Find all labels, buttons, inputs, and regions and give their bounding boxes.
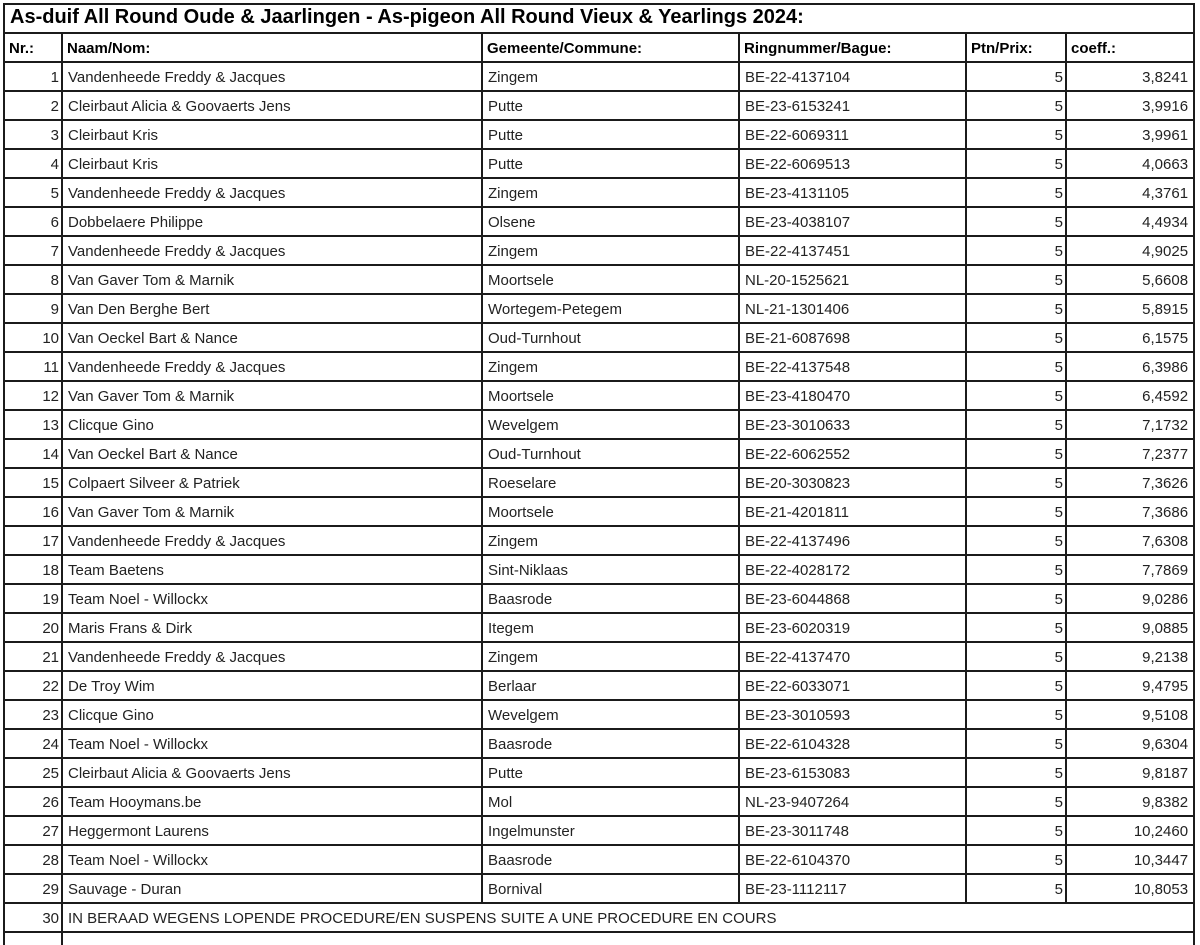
cell-nr: 23 (4, 700, 62, 729)
results-table-body (4, 62, 1194, 903)
cell-ring: BE-23-3010633 (739, 410, 966, 439)
cell-nr-empty (4, 932, 62, 945)
cell-ring: BE-23-6153241 (739, 91, 966, 120)
cell-ring: BE-23-3011748 (739, 816, 966, 845)
cell-points: 5 (966, 729, 1066, 758)
cell-commune: Putte (482, 149, 739, 178)
table-row (4, 178, 1194, 207)
results-table (3, 3, 1195, 945)
cell-nr: 4 (4, 149, 62, 178)
table-row (4, 555, 1194, 584)
table-row (4, 207, 1194, 236)
cell-commune: Oud-Turnhout (482, 323, 739, 352)
cell-commune: Baasrode (482, 584, 739, 613)
cell-coeff: 9,4795 (1066, 671, 1194, 700)
cell-nr: 18 (4, 555, 62, 584)
header-row (4, 33, 1194, 62)
cell-points: 5 (966, 816, 1066, 845)
cell-commune: Wevelgem (482, 410, 739, 439)
title-and-header (4, 4, 1194, 62)
cell-ring: BE-22-4137451 (739, 236, 966, 265)
cell-name: Vandenheede Freddy & Jacques (62, 526, 482, 555)
cell-points: 5 (966, 642, 1066, 671)
cell-commune: Zingem (482, 352, 739, 381)
cell-name: Vandenheede Freddy & Jacques (62, 178, 482, 207)
cell-name: Vandenheede Freddy & Jacques (62, 642, 482, 671)
cell-name: De Troy Wim (62, 671, 482, 700)
cell-name: Van Gaver Tom & Marnik (62, 265, 482, 294)
cell-coeff: 9,8382 (1066, 787, 1194, 816)
table-row (4, 700, 1194, 729)
cell-name: Vandenheede Freddy & Jacques (62, 236, 482, 265)
cell-nr: 1 (4, 62, 62, 91)
cell-commune: Berlaar (482, 671, 739, 700)
column-header-points: Ptn/Prix: (966, 33, 1066, 62)
cell-points: 5 (966, 584, 1066, 613)
notice-row (4, 903, 1194, 932)
cell-name: Sauvage - Duran (62, 874, 482, 903)
cell-nr: 21 (4, 642, 62, 671)
cell-points: 5 (966, 526, 1066, 555)
cell-commune: Moortsele (482, 381, 739, 410)
table-row (4, 874, 1194, 903)
cell-points: 5 (966, 91, 1066, 120)
cell-nr: 25 (4, 758, 62, 787)
cell-coeff: 9,0885 (1066, 613, 1194, 642)
cell-points: 5 (966, 178, 1066, 207)
cell-points: 5 (966, 845, 1066, 874)
cell-ring: BE-21-4201811 (739, 497, 966, 526)
cell-ring: BE-22-6104328 (739, 729, 966, 758)
table-row (4, 91, 1194, 120)
cell-commune: Baasrode (482, 729, 739, 758)
cell-name: Cleirbaut Kris (62, 149, 482, 178)
table-row (4, 265, 1194, 294)
cell-name: Colpaert Silveer & Patriek (62, 468, 482, 497)
cell-points: 5 (966, 439, 1066, 468)
cell-nr: 8 (4, 265, 62, 294)
column-header-ring: Ringnummer/Bague: (739, 33, 966, 62)
cell-points: 5 (966, 294, 1066, 323)
cell-points: 5 (966, 323, 1066, 352)
cell-coeff: 6,3986 (1066, 352, 1194, 381)
cell-ring: BE-21-6087698 (739, 323, 966, 352)
cell-coeff: 9,2138 (1066, 642, 1194, 671)
cell-commune: Wevelgem (482, 700, 739, 729)
table-row (4, 613, 1194, 642)
cell-coeff: 5,8915 (1066, 294, 1194, 323)
table-row (4, 497, 1194, 526)
cell-coeff: 9,0286 (1066, 584, 1194, 613)
cell-commune: Itegem (482, 613, 739, 642)
cell-nr: 27 (4, 816, 62, 845)
cell-name: Team Baetens (62, 555, 482, 584)
cell-commune: Oud-Turnhout (482, 439, 739, 468)
cell-points: 5 (966, 207, 1066, 236)
cell-coeff: 10,3447 (1066, 845, 1194, 874)
title-row (4, 4, 1194, 33)
cell-name: Team Noel - Willockx (62, 845, 482, 874)
notice-text: IN BERAAD WEGENS LOPENDE PROCEDURE/EN SUSPENS SUITE A UNE PROCEDURE EN COURS (62, 903, 1194, 932)
cell-coeff: 9,8187 (1066, 758, 1194, 787)
table-row (4, 410, 1194, 439)
cell-ring: BE-22-6069311 (739, 120, 966, 149)
cell-points: 5 (966, 381, 1066, 410)
cell-ring: NL-21-1301406 (739, 294, 966, 323)
cell-ring: NL-23-9407264 (739, 787, 966, 816)
cell-name: Team Noel - Willockx (62, 729, 482, 758)
cell-name: Clicque Gino (62, 410, 482, 439)
cell-nr: 2 (4, 91, 62, 120)
cell-name: Maris Frans & Dirk (62, 613, 482, 642)
cell-nr: 3 (4, 120, 62, 149)
cell-points: 5 (966, 613, 1066, 642)
cell-nr: 19 (4, 584, 62, 613)
cell-points: 5 (966, 236, 1066, 265)
cell-ring: BE-22-6069513 (739, 149, 966, 178)
cell-nr: 26 (4, 787, 62, 816)
cell-points: 5 (966, 352, 1066, 381)
cell-nr: 5 (4, 178, 62, 207)
cell-ring: BE-22-4137470 (739, 642, 966, 671)
table-row (4, 671, 1194, 700)
cell-nr: 17 (4, 526, 62, 555)
page-title: As-duif All Round Oude & Jaarlingen - As-pigeon All Round Vieux & Yearlings 2024: (4, 4, 1194, 33)
cell-coeff: 9,5108 (1066, 700, 1194, 729)
cell-nr: 30 (4, 903, 62, 932)
cell-ring: BE-23-6153083 (739, 758, 966, 787)
cell-name: Cleirbaut Kris (62, 120, 482, 149)
cell-ring: BE-22-6104370 (739, 845, 966, 874)
cell-points: 5 (966, 874, 1066, 903)
cell-commune: Moortsele (482, 497, 739, 526)
cell-name: Van Oeckel Bart & Nance (62, 439, 482, 468)
cell-points: 5 (966, 120, 1066, 149)
cell-coeff: 10,8053 (1066, 874, 1194, 903)
cell-commune: Zingem (482, 236, 739, 265)
table-row (4, 149, 1194, 178)
cell-nr: 6 (4, 207, 62, 236)
cell-ring: BE-23-6020319 (739, 613, 966, 642)
table-row (4, 584, 1194, 613)
cell-ring: NL-20-1525621 (739, 265, 966, 294)
cell-ring: BE-22-4137496 (739, 526, 966, 555)
cell-commune: Putte (482, 758, 739, 787)
cell-nr: 9 (4, 294, 62, 323)
cell-name: Van Gaver Tom & Marnik (62, 497, 482, 526)
cell-coeff: 6,4592 (1066, 381, 1194, 410)
cell-coeff: 7,1732 (1066, 410, 1194, 439)
cell-points: 5 (966, 497, 1066, 526)
table-row (4, 352, 1194, 381)
cell-points: 5 (966, 265, 1066, 294)
cell-name: Cleirbaut Alicia & Goovaerts Jens (62, 91, 482, 120)
column-header-nr: Nr.: (4, 33, 62, 62)
table-row (4, 236, 1194, 265)
cell-commune: Wortegem-Petegem (482, 294, 739, 323)
cell-coeff: 7,2377 (1066, 439, 1194, 468)
cell-name: Van Den Berghe Bert (62, 294, 482, 323)
cell-coeff: 4,0663 (1066, 149, 1194, 178)
table-row (4, 787, 1194, 816)
cell-commune: Moortsele (482, 265, 739, 294)
cell-commune: Zingem (482, 178, 739, 207)
cell-nr: 29 (4, 874, 62, 903)
cell-commune: Bornival (482, 874, 739, 903)
cell-coeff: 3,9916 (1066, 91, 1194, 120)
cell-points: 5 (966, 671, 1066, 700)
cell-nr: 12 (4, 381, 62, 410)
cell-name: Van Gaver Tom & Marnik (62, 381, 482, 410)
cell-commune: Ingelmunster (482, 816, 739, 845)
table-row (4, 62, 1194, 91)
table-row (4, 642, 1194, 671)
table-row (4, 381, 1194, 410)
cell-nr: 22 (4, 671, 62, 700)
cell-ring: BE-20-3030823 (739, 468, 966, 497)
cell-commune: Zingem (482, 642, 739, 671)
table-row (4, 845, 1194, 874)
cell-coeff: 7,7869 (1066, 555, 1194, 584)
cell-coeff: 3,8241 (1066, 62, 1194, 91)
cell-ring: BE-22-4137548 (739, 352, 966, 381)
column-header-name: Naam/Nom: (62, 33, 482, 62)
cell-name: Team Noel - Willockx (62, 584, 482, 613)
cell-ring: BE-23-6044868 (739, 584, 966, 613)
cell-ring: BE-22-6033071 (739, 671, 966, 700)
cell-ring: BE-22-4137104 (739, 62, 966, 91)
cell-nr: 14 (4, 439, 62, 468)
cell-name: Van Oeckel Bart & Nance (62, 323, 482, 352)
cell-coeff: 10,2460 (1066, 816, 1194, 845)
cell-name: Team Hooymans.be (62, 787, 482, 816)
table-row (4, 439, 1194, 468)
cell-coeff: 6,1575 (1066, 323, 1194, 352)
cell-nr: 11 (4, 352, 62, 381)
cell-coeff: 7,6308 (1066, 526, 1194, 555)
cell-coeff: 5,6608 (1066, 265, 1194, 294)
table-row (4, 120, 1194, 149)
cell-ring: BE-23-1112117 (739, 874, 966, 903)
cell-points: 5 (966, 758, 1066, 787)
partial-empty-row (4, 932, 1194, 945)
cell-nr: 28 (4, 845, 62, 874)
table-row (4, 294, 1194, 323)
cell-nr: 7 (4, 236, 62, 265)
cell-ring: BE-23-4180470 (739, 381, 966, 410)
cell-points: 5 (966, 555, 1066, 584)
cell-nr: 16 (4, 497, 62, 526)
cell-nr: 13 (4, 410, 62, 439)
cell-nr: 24 (4, 729, 62, 758)
cell-points: 5 (966, 410, 1066, 439)
table-row (4, 526, 1194, 555)
cell-name: Heggermont Laurens (62, 816, 482, 845)
cell-coeff: 9,6304 (1066, 729, 1194, 758)
cell-points: 5 (966, 700, 1066, 729)
cell-commune: Olsene (482, 207, 739, 236)
cell-commune: Sint-Niklaas (482, 555, 739, 584)
cell-name: Dobbelaere Philippe (62, 207, 482, 236)
cell-name: Vandenheede Freddy & Jacques (62, 352, 482, 381)
table-row (4, 323, 1194, 352)
cell-coeff: 7,3686 (1066, 497, 1194, 526)
cell-coeff: 4,9025 (1066, 236, 1194, 265)
cell-commune: Putte (482, 120, 739, 149)
empty-merged-cell (62, 932, 1194, 945)
cell-coeff: 4,4934 (1066, 207, 1194, 236)
cell-name: Vandenheede Freddy & Jacques (62, 62, 482, 91)
cell-points: 5 (966, 62, 1066, 91)
cell-coeff: 4,3761 (1066, 178, 1194, 207)
cell-coeff: 7,3626 (1066, 468, 1194, 497)
cell-commune: Zingem (482, 62, 739, 91)
footer-rows (4, 903, 1194, 945)
table-row (4, 468, 1194, 497)
column-header-coeff: coeff.: (1066, 33, 1194, 62)
cell-points: 5 (966, 149, 1066, 178)
cell-commune: Baasrode (482, 845, 739, 874)
cell-points: 5 (966, 787, 1066, 816)
cell-ring: BE-23-3010593 (739, 700, 966, 729)
cell-name: Clicque Gino (62, 700, 482, 729)
cell-ring: BE-22-6062552 (739, 439, 966, 468)
table-row (4, 729, 1194, 758)
cell-ring: BE-22-4028172 (739, 555, 966, 584)
cell-commune: Mol (482, 787, 739, 816)
cell-name: Cleirbaut Alicia & Goovaerts Jens (62, 758, 482, 787)
cell-nr: 20 (4, 613, 62, 642)
cell-commune: Putte (482, 91, 739, 120)
cell-commune: Zingem (482, 526, 739, 555)
table-row (4, 816, 1194, 845)
cell-nr: 10 (4, 323, 62, 352)
column-header-commune: Gemeente/Commune: (482, 33, 739, 62)
cell-coeff: 3,9961 (1066, 120, 1194, 149)
cell-ring: BE-23-4038107 (739, 207, 966, 236)
table-row (4, 758, 1194, 787)
cell-ring: BE-23-4131105 (739, 178, 966, 207)
cell-points: 5 (966, 468, 1066, 497)
cell-commune: Roeselare (482, 468, 739, 497)
cell-nr: 15 (4, 468, 62, 497)
